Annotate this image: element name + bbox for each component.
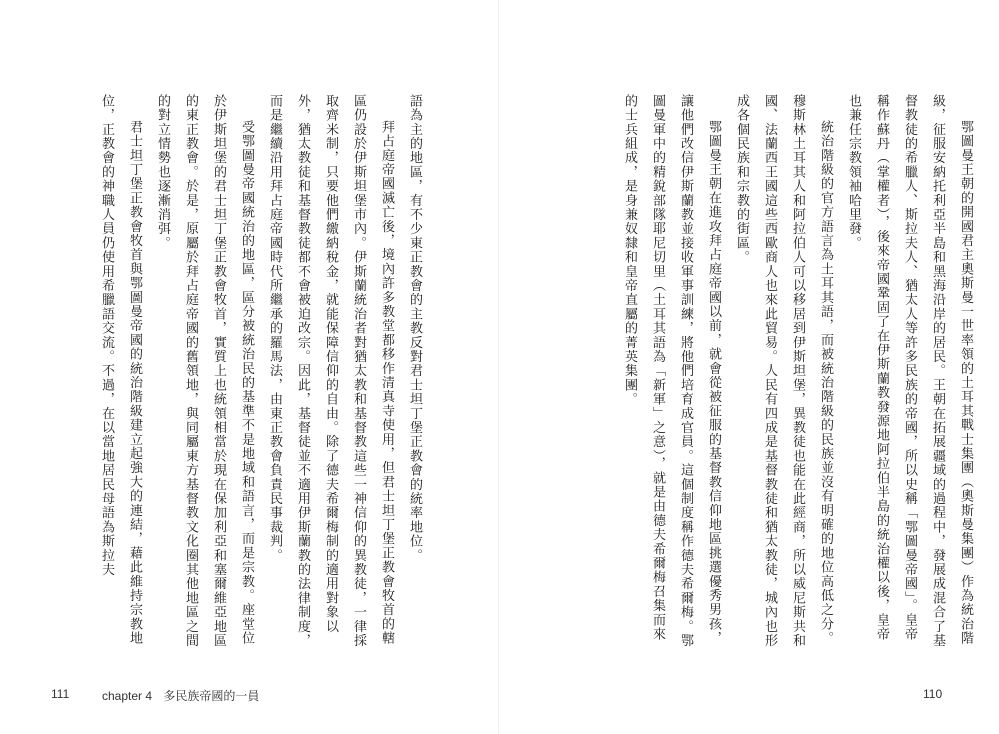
paragraph: 鄂圖曼王朝的開國君主奧斯曼一世率領的土耳其戰士集團（奧斯曼集團）作為統治階級，征服安納托利亞半島和黑海沿岸的居民。王朝在拓展疆域的過程中，發展成混合了基督教徒的希臘人、斯拉夫人、猶太人等許多民族的帝國，所以史稱「鄂圖曼帝國」。皇帝稱作蘇丹（掌權者），後來帝國鞏固了在伊斯蘭教發源地阿拉伯半島的統治權以後，皇帝也兼任宗教領袖哈里發。 <box>846 94 973 648</box>
right-page-body <box>521 94 979 654</box>
page-number-right: 110 <box>923 687 943 701</box>
paragraph: 鄂圖曼王朝在進攻拜占庭帝國以前，就會從被征服的基督教信仰地區挑選優秀男孩，讓他們改信伊斯蘭教並接收軍事訓練，將他們培育成官員。這個制度稱作德夫希爾梅。鄂圖曼軍中的精銳部隊耶尼切里（土耳其語為「新軍」之意），就是由德夫希爾梅召集而來的士兵組成，是身兼奴隸和皇帝直屬的菁英集團。 <box>622 94 721 648</box>
left-page-body <box>84 94 428 654</box>
paragraph: 統治階級的官方語言為土耳其語，而被統治階級的民族並沒有明確的地位高低之分。穆斯林土耳其人和阿拉伯人可以移居到伊斯坦堡，異教徒也能在此經商，所以威尼斯共和國、法蘭西王國這些西歐商人也來此貿易。人民有四成是基督教徒和猶太教徒，城內也形成各個民族和宗教的街區。 <box>734 94 833 648</box>
paragraph: 拜占庭帝國滅亡後，境內許多教堂都移作清真寺使用，但君士坦丁堡正教會牧首的轄區仍設於伊斯坦堡市內。伊斯蘭統治者對猶太教和基督教這些一神信仰的異教徒，一律採取齊米制，只要他們繳納稅金，就能保障信仰的自由。除了德夫希爾梅制的適用對象以外，猶太教徒和基督教徒都不會被迫改宗。因此，基督徒並不適用伊斯蘭教的法律制度，而是繼續沿用拜占庭帝國時代所繼承的羅馬法，由東正教會負責民事裁判。 <box>267 94 394 648</box>
right-page <box>499 0 999 734</box>
chapter-title: 多民族帝國的一員 <box>163 689 260 703</box>
page-number-left: 111 <box>51 687 70 701</box>
left-page <box>0 0 499 734</box>
paragraph: 語為主的地區，有不少東正教會的主教反對君士坦丁堡正教會的統率地位。 <box>407 94 422 563</box>
running-head <box>102 687 259 704</box>
paragraph: 受鄂圖曼帝國統治的地區，區分被統治民的基準不是地域和語言，而是宗教。座堂位於伊斯坦堡的君士坦丁堡正教會牧首，實質上也統領相當於現在保加利亞和塞爾維亞地區的東正教會。於是，原屬於拜占庭帝國的舊領地，與同屬東方基督教文化圈其他地區之間的對立情勢也逐漸消弭。 <box>155 94 254 648</box>
chapter-label: chapter 4 <box>102 689 153 703</box>
paragraph: 君士坦丁堡正教會牧首與鄂圖曼帝國的統治階級建立起強大的連結，藉此維持宗教地位，正教會的神職人員仍使用希臘語交流。不過，在以當地居民母語為斯拉夫 <box>99 94 142 646</box>
